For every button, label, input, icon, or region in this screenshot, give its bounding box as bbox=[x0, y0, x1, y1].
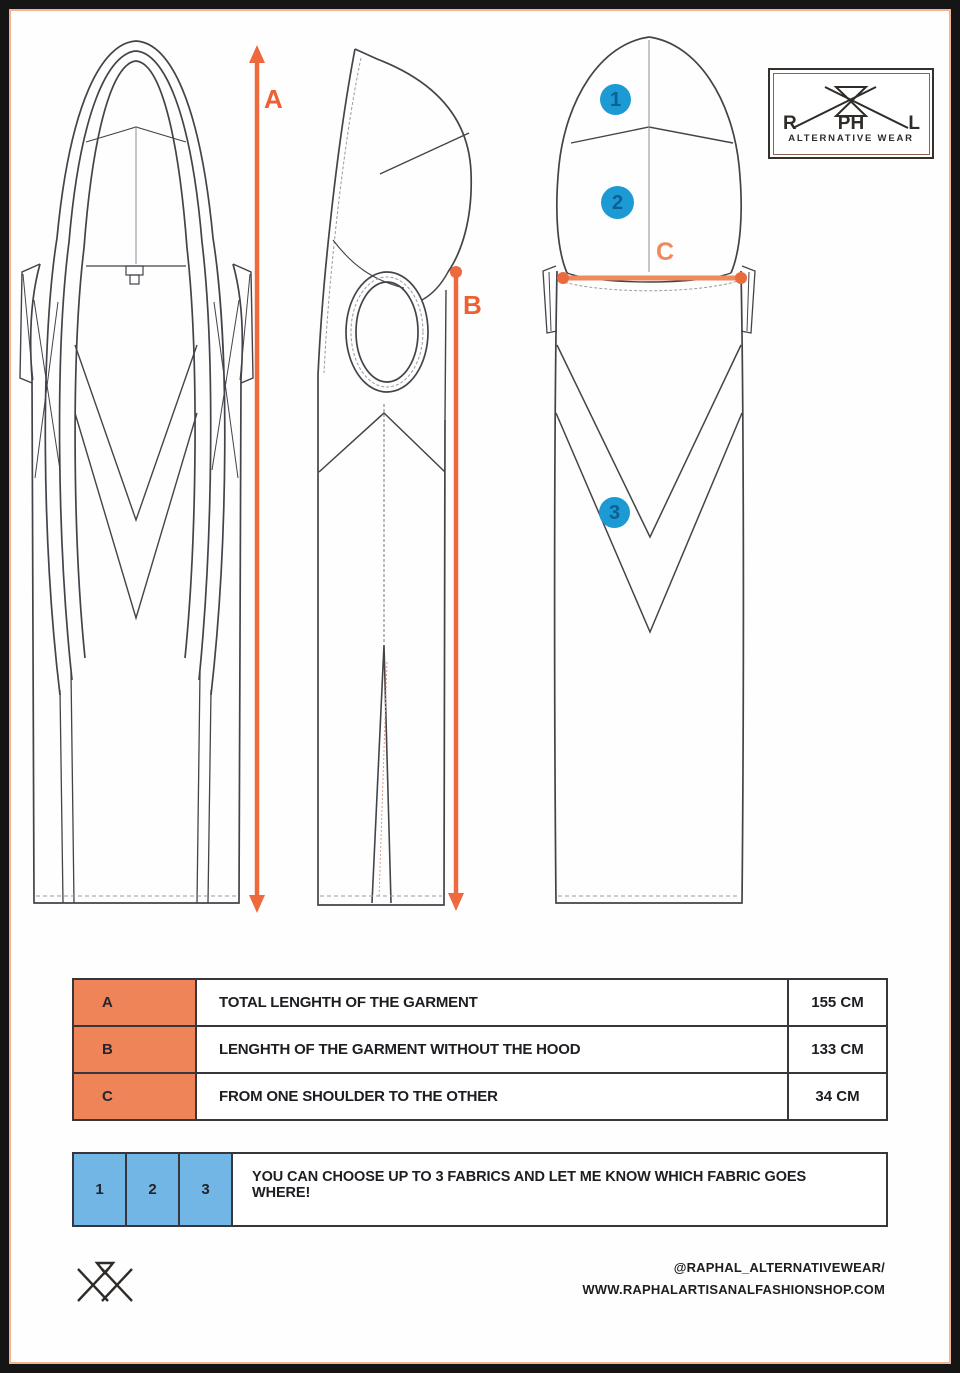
table-description-cell: LENGHTH OF THE GARMENT WITHOUT THE HOOD bbox=[197, 1027, 789, 1072]
brand-logo-box bbox=[768, 68, 934, 159]
footer-social-block bbox=[582, 1260, 885, 1297]
table-value-cell: 155 CM bbox=[811, 994, 864, 1011]
brand-logo-mark-icon bbox=[775, 84, 927, 132]
brand-letter-l: L bbox=[908, 112, 920, 132]
table-description-cell: FROM ONE SHOULDER TO THE OTHER bbox=[197, 1074, 789, 1119]
brand-letters-ph: PH bbox=[837, 112, 865, 132]
table-value-cell: 133 CM bbox=[811, 1041, 864, 1058]
measure-label-c: C bbox=[656, 238, 675, 266]
instagram-handle: @RAPHAL_ALTERNATIVEWEAR/ bbox=[673, 1260, 885, 1275]
fabric-option-cell-3: 3 bbox=[180, 1154, 233, 1225]
front-view-drawing bbox=[20, 41, 253, 903]
size-table bbox=[72, 978, 888, 1121]
fabric-note-row bbox=[72, 1152, 888, 1227]
table-key-cell: B bbox=[74, 1027, 197, 1072]
table-row bbox=[74, 980, 886, 1027]
table-description-cell: TOTAL LENGHTH OF THE GARMENT bbox=[197, 980, 789, 1025]
back-view-drawing bbox=[543, 37, 755, 903]
fabric-marker-1: 1 bbox=[600, 84, 631, 115]
measure-arrow-a bbox=[249, 45, 265, 913]
table-value-cell: 34 CM bbox=[815, 1088, 860, 1105]
measure-label-b: B bbox=[463, 290, 482, 320]
fabric-marker-3: 3 bbox=[599, 497, 630, 528]
fabric-note-text: YOU CAN CHOOSE UP TO 3 FABRICS AND LET ME KNOW WHICH FABRIC GOES WHERE! bbox=[252, 1169, 807, 1201]
side-view-drawing bbox=[318, 49, 471, 905]
website-url: WWW.RAPHALARTISANALFASHIONSHOP.COM bbox=[582, 1282, 885, 1297]
table-key-cell: C bbox=[74, 1074, 197, 1119]
fabric-option-cell-2: 2 bbox=[127, 1154, 180, 1225]
measure-arrow-b bbox=[448, 266, 464, 911]
table-row bbox=[74, 1074, 886, 1119]
footer-brand-mark-icon bbox=[72, 1256, 138, 1312]
table-row bbox=[74, 1027, 886, 1074]
brand-logo-inner bbox=[773, 73, 930, 155]
measure-label-a: A bbox=[264, 84, 283, 114]
brand-letter-r: R bbox=[783, 112, 797, 132]
fabric-option-cell-1: 1 bbox=[74, 1154, 127, 1225]
brand-subtitle: ALTERNATIVE WEAR bbox=[788, 132, 914, 144]
fabric-marker-2: 2 bbox=[601, 186, 634, 219]
table-key-cell: A bbox=[74, 980, 197, 1025]
